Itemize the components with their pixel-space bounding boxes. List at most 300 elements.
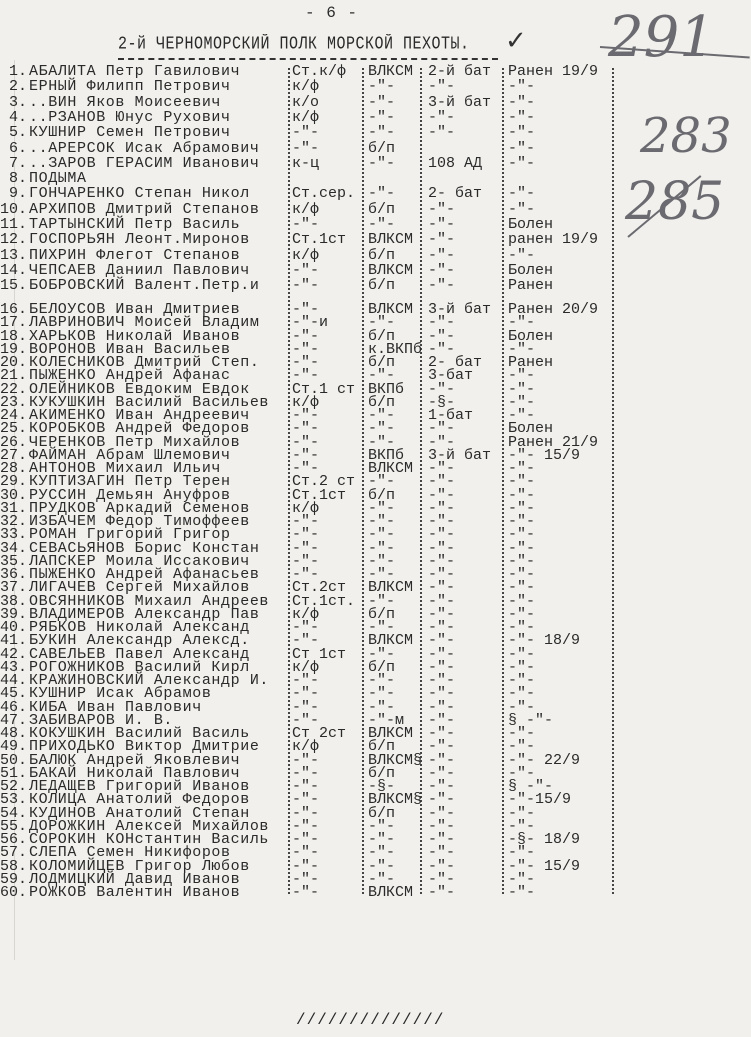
rank: к/ф xyxy=(292,78,320,96)
party-membership: -"- xyxy=(368,154,396,172)
rank: -"- xyxy=(292,446,320,464)
party-membership: ВЛКСМ xyxy=(368,725,414,742)
rank: -"- xyxy=(292,791,320,809)
party-membership: к.ВКПб xyxy=(368,340,423,358)
soldier-name: ЛОДМИЦКИЙ Давид Иванов xyxy=(29,870,241,888)
battalion: -"- xyxy=(428,340,456,358)
party-membership: -"- xyxy=(368,108,396,126)
status: Ранен 19/9 xyxy=(508,63,599,80)
rank: к-ц xyxy=(292,154,320,172)
row-number: 47. xyxy=(0,711,28,729)
party-membership: б/п xyxy=(368,246,396,264)
row-number: 15. xyxy=(0,277,28,295)
column-separator xyxy=(420,68,422,894)
battalion: 2- бат xyxy=(428,185,483,203)
rank: -"- xyxy=(292,870,320,888)
battalion: -"- xyxy=(428,460,456,477)
battalion: -"- xyxy=(428,499,456,517)
battalion: -"- xyxy=(428,592,456,610)
status: -"- xyxy=(508,314,536,332)
soldier-name: ЛЕДАЩЕВ Григорий Иванов xyxy=(29,778,250,795)
status: Болен xyxy=(508,420,554,438)
battalion: -"- xyxy=(428,791,456,809)
battalion: 1-бат xyxy=(428,407,474,424)
rank: -"-и xyxy=(292,314,329,332)
party-membership: б/п xyxy=(368,486,396,504)
battalion: -"- xyxy=(428,380,456,398)
battalion: -"- xyxy=(428,711,456,729)
battalion: -"- xyxy=(428,698,456,716)
row-number: 50. xyxy=(0,751,28,769)
soldier-name: ТАРТЫНСКИЙ Петр Василь xyxy=(29,216,241,233)
row-number: 30. xyxy=(0,486,28,504)
soldier-name: АНТОНОВ Михаил Ильич xyxy=(29,460,222,477)
party-membership: б/п xyxy=(368,738,396,756)
soldier-name: ОВСЯННИКОВ Михаил Андреев xyxy=(29,592,270,610)
handwritten-number-crossed: 291 xyxy=(608,5,715,70)
status: -"- xyxy=(508,380,536,398)
row-number: 55. xyxy=(0,817,28,835)
status: -"- xyxy=(508,844,536,862)
soldier-name: АКИМЕНКО Иван Андреевич xyxy=(29,407,250,424)
party-membership: -"- xyxy=(368,672,396,689)
document-title: 2-й ЧЕРНОМОРСКИЙ ПОЛК МОРСКОЙ ПЕХОТЫ. xyxy=(118,34,470,55)
battalion: -"- xyxy=(428,645,456,663)
row-number: 43. xyxy=(0,658,28,676)
row-number: 5. xyxy=(8,124,27,142)
row-number: 37. xyxy=(0,579,28,597)
party-membership: -"- xyxy=(368,499,396,517)
row-number: 6. xyxy=(8,139,27,157)
battalion: -"- xyxy=(428,619,456,636)
soldier-name: ЧЕПСАЕВ Даниил Павлович xyxy=(29,261,250,279)
battalion: -"- xyxy=(428,738,456,756)
party-membership: -"- xyxy=(368,93,396,111)
soldier-name: КИБА Иван Павлович xyxy=(29,698,202,716)
party-membership: б/п xyxy=(368,354,396,371)
row-number: 59. xyxy=(0,870,28,888)
soldier-name: ДОРОЖКИН Алексей Михайлов xyxy=(29,817,270,835)
row-number: 49. xyxy=(0,738,28,756)
battalion: -"- xyxy=(428,605,456,623)
status: -"- xyxy=(508,367,536,385)
row-number: 46. xyxy=(0,698,28,716)
status: Болен xyxy=(508,327,554,345)
rank: -"- xyxy=(292,857,320,875)
row-number: 44. xyxy=(0,672,28,689)
soldier-name: ВОРОНОВ Иван Васильев xyxy=(29,340,231,358)
soldier-name: БОБРОВСКИЙ Валент.Петр.и xyxy=(29,277,260,295)
row-number: 22. xyxy=(0,380,28,398)
battalion: -"- xyxy=(428,751,456,769)
status: -"- xyxy=(508,513,536,530)
soldier-name: ГОНЧАРЕНКО Степан Никол xyxy=(29,185,250,203)
rank: Ст.2ст xyxy=(292,579,347,597)
battalion: -"- xyxy=(428,420,456,438)
soldier-name: РОГОЖНИКОВ Василий Кирл xyxy=(29,658,250,676)
battalion: -"- xyxy=(428,539,456,557)
row-number: 19. xyxy=(0,340,28,358)
status: -"- 22/9 xyxy=(508,751,581,769)
rank: к/ф xyxy=(292,246,320,264)
soldier-name: ..РЗАНОВ Юнус Рухович xyxy=(29,108,231,126)
soldier-name: ОЛЕЙНИКОВ Евдоким Евдок xyxy=(29,380,250,398)
row-number: 38. xyxy=(0,592,28,610)
party-membership: -"- xyxy=(368,526,396,544)
rank: -"- xyxy=(292,433,320,451)
soldier-name: РОМАН Григорий Григор xyxy=(29,526,231,544)
row-number: 29. xyxy=(0,473,28,491)
title-underline xyxy=(118,58,498,60)
status: Ранен 21/9 xyxy=(508,433,599,451)
status: -"- xyxy=(508,884,536,901)
row-number: 52. xyxy=(0,778,28,795)
party-membership: б/п xyxy=(368,764,396,782)
soldier-name: СЛЕПА Семен Никифоров xyxy=(29,844,231,862)
rank: -"- xyxy=(292,420,320,438)
party-membership: -"- xyxy=(368,844,396,862)
rank: -"- xyxy=(292,817,320,835)
status: -"- xyxy=(508,658,536,676)
party-membership: ВЛКСМ xyxy=(368,632,414,650)
battalion: -"- xyxy=(428,831,456,848)
status: -"- xyxy=(508,764,536,782)
rank: -"- xyxy=(292,539,320,557)
battalion: -"- xyxy=(428,857,456,875)
battalion: -"- xyxy=(428,725,456,742)
row-number: 24. xyxy=(0,407,28,424)
rank: -"- xyxy=(292,672,320,689)
status: -"- xyxy=(508,78,536,96)
row-number: 36. xyxy=(0,566,28,583)
end-marker: ////////////// xyxy=(296,1011,445,1029)
battalion: 3-й бат xyxy=(428,93,492,111)
status: -"- xyxy=(508,246,536,264)
row-number: 35. xyxy=(0,552,28,570)
status: -"- xyxy=(508,738,536,756)
rank: -"- xyxy=(292,340,320,358)
row-number: 41. xyxy=(0,632,28,650)
battalion: -"- xyxy=(428,658,456,676)
soldier-name: ..ЗАРОВ ГЕРАСИМ Иванович xyxy=(29,154,260,172)
status: -"- xyxy=(508,592,536,610)
soldier-name: БАКАЙ Николай Павлович xyxy=(29,764,241,782)
soldier-name: КУШНИР Исак Абрамов xyxy=(29,685,212,703)
rank: -"- xyxy=(292,778,320,795)
row-number: 33. xyxy=(0,526,28,544)
battalion: -"- xyxy=(428,124,456,142)
party-membership: -"- xyxy=(368,857,396,875)
row-number: 14. xyxy=(0,261,28,279)
status: -§- 18/9 xyxy=(508,831,581,848)
status: -"- xyxy=(508,473,536,491)
party-membership: -"- xyxy=(368,314,396,332)
party-membership: ВЛКСМ xyxy=(368,63,414,80)
party-membership: -"- xyxy=(368,619,396,636)
status: -"- xyxy=(508,725,536,742)
rank: -"- xyxy=(292,552,320,570)
status: -"- xyxy=(508,539,536,557)
soldier-name: ХАРЬКОВ Николай Иванов xyxy=(29,327,241,345)
party-membership: -"- xyxy=(368,870,396,888)
rank: к/ф xyxy=(292,200,320,218)
row-number: 18. xyxy=(0,327,28,345)
rank: Ст.1 ст xyxy=(292,380,356,398)
row-number: 17. xyxy=(0,314,28,332)
rank: -"- xyxy=(292,698,320,716)
battalion: 3-бат xyxy=(428,367,474,385)
status: -"- xyxy=(508,486,536,504)
battalion: -"- xyxy=(428,231,456,249)
party-membership: ВКПб xyxy=(368,380,405,398)
rank: Ст.1ст xyxy=(292,231,347,249)
party-membership: ВЛКСМ xyxy=(368,301,414,318)
battalion: -"- xyxy=(428,314,456,332)
party-membership: -"- xyxy=(368,420,396,438)
row-number: 27. xyxy=(0,446,28,464)
rank: -"- xyxy=(292,751,320,769)
handwritten-number-crossed: 285 xyxy=(625,172,725,232)
soldier-name: КОЛЕСНИКОВ Дмитрий Степ. xyxy=(29,354,260,371)
status: -"- 18/9 xyxy=(508,632,581,650)
rank: -"- xyxy=(292,301,320,318)
soldier-name: ПЫЖЕНКО Андрей Афанас xyxy=(29,367,231,385)
battalion: -"- xyxy=(428,246,456,264)
status: Ранен 20/9 xyxy=(508,301,599,318)
party-membership: -"- xyxy=(368,185,396,203)
status: -"- 15/9 xyxy=(508,446,581,464)
soldier-name: АБАЛИТА Петр Гавилович xyxy=(29,63,241,80)
soldier-name: ПЫЖЕНКО Андрей Афанасьев xyxy=(29,566,260,583)
row-number: 53. xyxy=(0,791,28,809)
soldier-name: ЗАБИВАРОВ И. В. xyxy=(29,711,174,729)
row-number: 48. xyxy=(0,725,28,742)
row-number: 58. xyxy=(0,857,28,875)
status: -"- xyxy=(508,672,536,689)
battalion: -"- xyxy=(428,804,456,822)
party-membership: -"- xyxy=(368,433,396,451)
battalion: -"- xyxy=(428,817,456,835)
soldier-name: ..ВИН Яков Моисеевич xyxy=(29,93,222,111)
soldier-name: ГОСПОРЬЯН Леонт.Миронов xyxy=(29,231,250,249)
status: -"- xyxy=(508,645,536,663)
status: -"- xyxy=(508,526,536,544)
soldier-name: СОРОКИН КОНстантин Василь xyxy=(29,831,270,848)
row-number: 39. xyxy=(0,605,28,623)
battalion: -"- xyxy=(428,566,456,583)
rank: -"- xyxy=(292,632,320,650)
party-membership: -"- xyxy=(368,216,396,233)
soldier-name: АРХИПОВ Дмитрий Степанов xyxy=(29,200,260,218)
soldier-name: ЧЕРЕНКОВ Петр Михайлов xyxy=(29,433,241,451)
soldier-name: КРАЖИНОВСКИЙ Александр И. xyxy=(29,672,270,689)
rank: Ст.2 ст xyxy=(292,473,356,491)
party-membership: -"- xyxy=(368,367,396,385)
row-number: 7. xyxy=(8,154,27,172)
battalion: 3-й бат xyxy=(428,446,492,464)
column-separator xyxy=(288,68,290,894)
rank: -"- xyxy=(292,277,320,295)
row-number: 11. xyxy=(0,216,28,233)
soldier-name: КУПТИЗАГИН Петр Терен xyxy=(29,473,231,491)
soldier-name: ПРИХОДЬКО Виктор Дмитрие xyxy=(29,738,260,756)
battalion: 2-й бат xyxy=(428,63,492,80)
battalion: -"- xyxy=(428,513,456,530)
row-number: 16. xyxy=(0,301,28,318)
battalion: -"- xyxy=(428,844,456,862)
battalion: 2- бат xyxy=(428,354,483,371)
rank: -"- xyxy=(292,711,320,729)
rank: -"- xyxy=(292,367,320,385)
row-number: 31. xyxy=(0,499,28,517)
party-membership: -"- xyxy=(368,539,396,557)
party-membership: -§- xyxy=(368,778,396,795)
rank: -"- xyxy=(292,513,320,530)
battalion: -"- xyxy=(428,433,456,451)
status: § -"- xyxy=(508,778,554,795)
row-number: 26. xyxy=(0,433,28,451)
soldier-name: КОЛОМИЙЦЕВ Григор Любов xyxy=(29,857,250,875)
battalion: -"- xyxy=(428,526,456,544)
party-membership: ВЛКСМ xyxy=(368,579,414,597)
soldier-name: КОЛИЦА Анатолий Федоров xyxy=(29,791,250,809)
status: ранен 19/9 xyxy=(508,231,599,249)
rank: -"- xyxy=(292,831,320,848)
soldier-name: РЯБКОВ Николай Александ xyxy=(29,619,250,636)
row-number: 25. xyxy=(0,420,28,438)
battalion: -"- xyxy=(428,764,456,782)
soldier-name: БУКИН Александр Алексд. xyxy=(29,632,250,650)
soldier-name: КОКУШКИН Василий Василь xyxy=(29,725,250,742)
party-membership: ВКПб xyxy=(368,446,405,464)
column-separator xyxy=(612,68,614,894)
rank: -"- xyxy=(292,685,320,703)
status: -"- xyxy=(508,124,536,142)
battalion: -"- xyxy=(428,78,456,96)
rank: -"- xyxy=(292,216,320,233)
row-number: 23. xyxy=(0,393,28,411)
rank: -"- xyxy=(292,139,320,157)
party-membership: ВЛКСМ xyxy=(368,231,414,249)
status: -"- xyxy=(508,804,536,822)
row-number: 2. xyxy=(8,78,27,96)
rank: -"- xyxy=(292,566,320,583)
party-membership: -"- xyxy=(368,685,396,703)
battalion: -"- xyxy=(428,216,456,233)
party-membership: -"- xyxy=(368,552,396,570)
soldier-name: ЛИГАЧЕВ Сергей Михайлов xyxy=(29,579,250,597)
party-membership: ВЛКСМ xyxy=(368,261,414,279)
soldier-name: ..АРЕРСОК Исак Абрамович xyxy=(29,139,260,157)
battalion: 3-й бат xyxy=(428,301,492,318)
status: Ранен xyxy=(508,277,554,295)
status: -"- xyxy=(508,619,536,636)
row-number: 12. xyxy=(0,231,28,249)
battalion: 108 АД xyxy=(428,154,483,172)
soldier-name: ПОДЫМА xyxy=(29,170,87,188)
status: Болен xyxy=(508,261,554,279)
battalion: -"- xyxy=(428,200,456,218)
checkmark-icon: ✓ xyxy=(505,26,527,56)
soldier-name: ИЗБАЧЕМ Федор Тимоффеев xyxy=(29,513,250,530)
row-number: 8. xyxy=(8,170,27,188)
party-membership: б/п xyxy=(368,200,396,218)
rank: Ст 2ст xyxy=(292,725,347,742)
row-number: 3. xyxy=(8,93,27,111)
party-membership: -"- xyxy=(368,592,396,610)
rank: к/о xyxy=(292,93,320,111)
battalion: -"- xyxy=(428,261,456,279)
rank: Ст 1ст xyxy=(292,645,347,663)
status: -"- xyxy=(508,200,536,218)
status: -"- xyxy=(508,817,536,835)
battalion: -"- xyxy=(428,685,456,703)
soldier-name: КУДИНОВ Анатолий Степан xyxy=(29,804,250,822)
status: -"- xyxy=(508,579,536,597)
party-membership: б/п xyxy=(368,393,396,411)
soldier-name: ЛАПСКЕР Моила Иссакович xyxy=(29,552,250,570)
party-membership: -"- xyxy=(368,473,396,491)
rank: -"- xyxy=(292,354,320,371)
soldier-name: БЕЛОУСОВ Иван Дмитриев xyxy=(29,301,241,318)
handwritten-number: 283 xyxy=(640,108,732,164)
soldier-name: КОРОБКОВ Андрей Федоров xyxy=(29,420,250,438)
row-number: 9. xyxy=(8,185,27,203)
party-membership: б/п xyxy=(368,658,396,676)
row-number: 40. xyxy=(0,619,28,636)
rank: к/ф xyxy=(292,658,320,676)
party-membership: б/п xyxy=(368,327,396,345)
status: Ранен xyxy=(508,354,554,371)
row-number: 32. xyxy=(0,513,28,530)
party-membership: б/п xyxy=(368,605,396,623)
row-number: 4. xyxy=(8,108,27,126)
rank: к/ф xyxy=(292,605,320,623)
soldier-name: КУКУШКИН Василий Васильев xyxy=(29,393,270,411)
row-number: 57. xyxy=(0,844,28,862)
rank: Ст.1ст xyxy=(292,486,347,504)
status: -"- 15/9 xyxy=(508,857,581,875)
status: -"- xyxy=(508,870,536,888)
status: -"- xyxy=(508,698,536,716)
rank: -"- xyxy=(292,526,320,544)
status: -"- xyxy=(508,393,536,411)
status: Болен xyxy=(508,216,554,233)
rank: -"- xyxy=(292,407,320,424)
battalion: -"- xyxy=(428,108,456,126)
party-membership: -"- xyxy=(368,513,396,530)
row-number: 51. xyxy=(0,764,28,782)
row-number: 1. xyxy=(8,63,27,80)
rank: к/ф xyxy=(292,738,320,756)
status: -"- xyxy=(508,93,536,111)
soldier-name: ВЛАДИМЕРОВ Александр Пав xyxy=(29,605,260,623)
rank: Ст.к/ф xyxy=(292,63,347,80)
row-number: 54. xyxy=(0,804,28,822)
row-number: 20. xyxy=(0,354,28,371)
rank: к/ф xyxy=(292,499,320,517)
battalion: -"- xyxy=(428,632,456,650)
status: -"-15/9 xyxy=(508,791,572,809)
row-number: 21. xyxy=(0,367,28,385)
status: -"- xyxy=(508,407,536,424)
battalion: -"- xyxy=(428,870,456,888)
status: -"- xyxy=(508,340,536,358)
row-number: 42. xyxy=(0,645,28,663)
battalion: -"- xyxy=(428,552,456,570)
status: -"- xyxy=(508,460,536,477)
rank: -"- xyxy=(292,884,320,901)
